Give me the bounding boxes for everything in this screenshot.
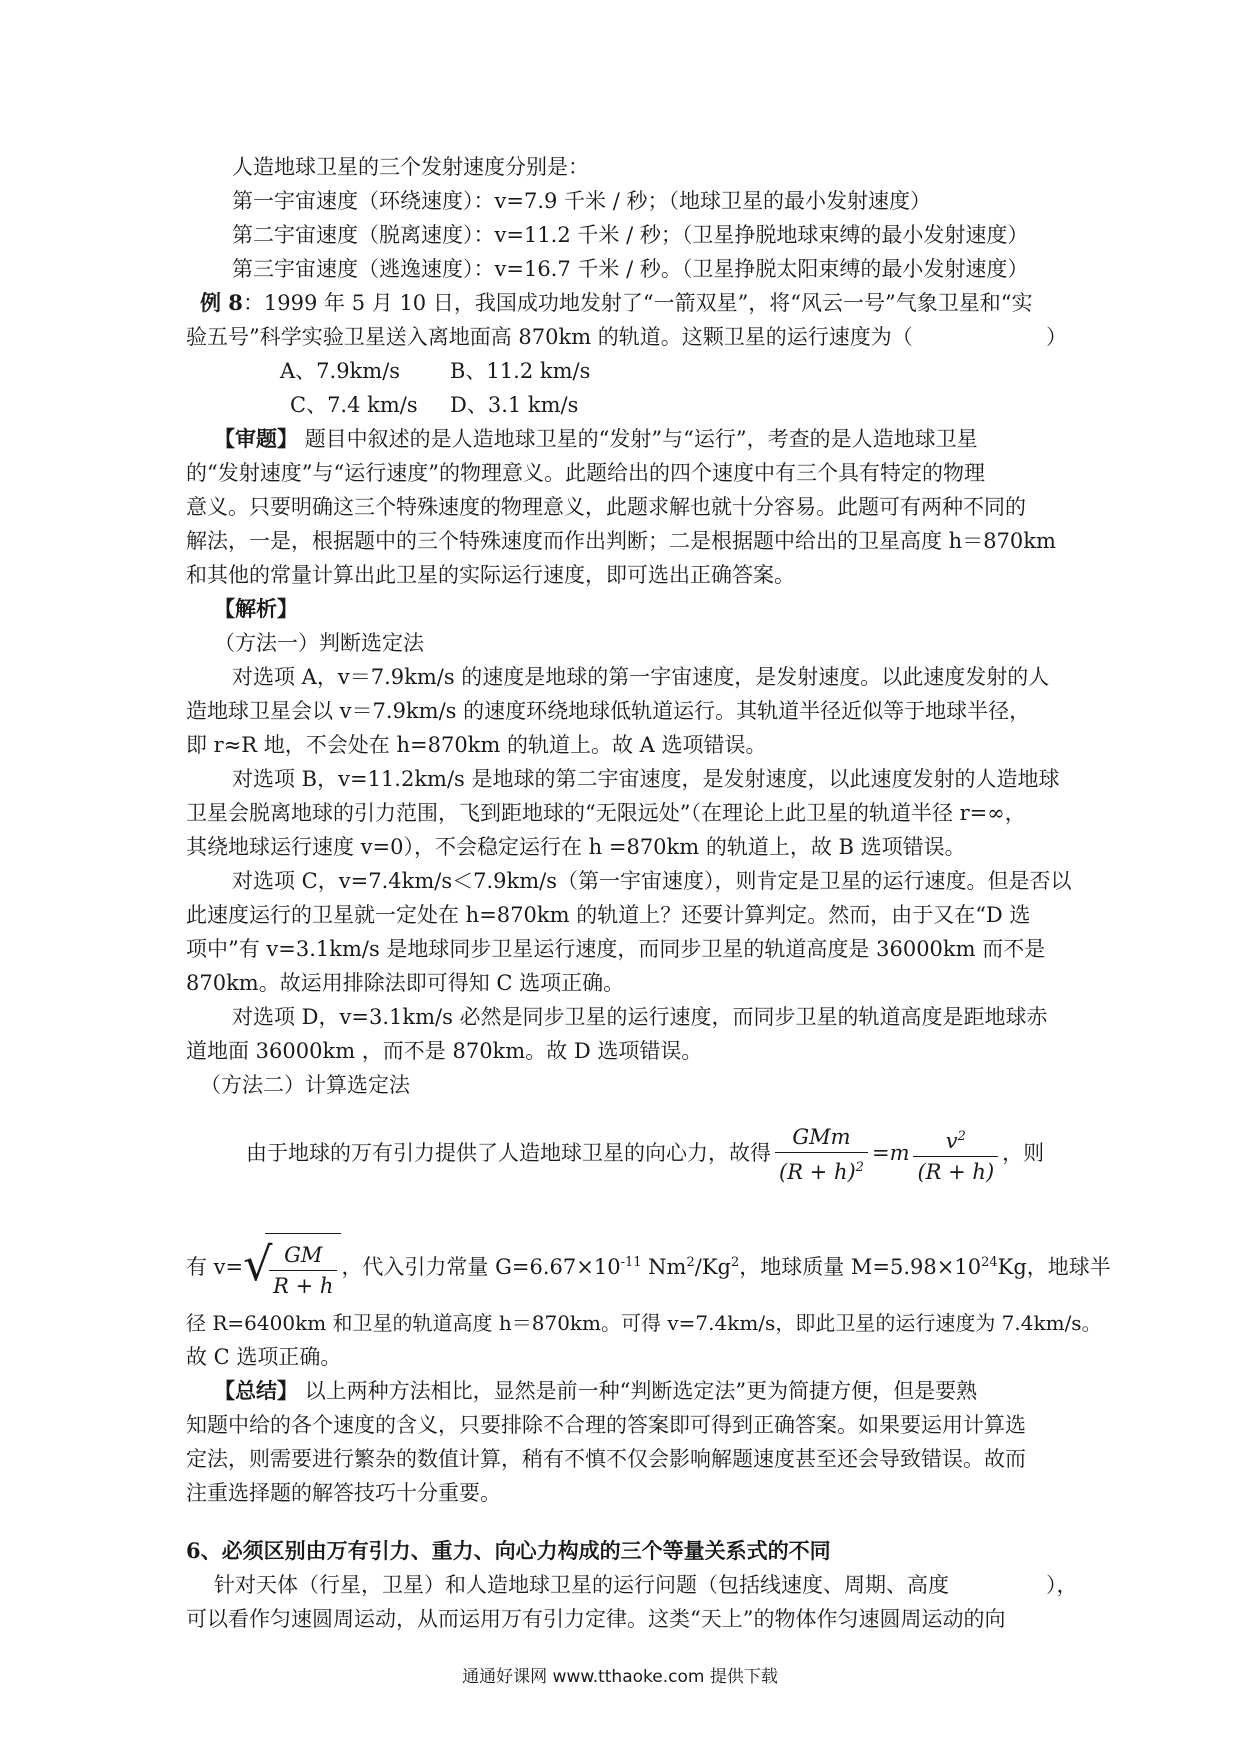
- formula-velocity-sqrt: √ $\frac{GM}{R + h}$: [243, 1233, 341, 1304]
- example-question-bracket: ）: [1046, 325, 1067, 349]
- intro-line-3: 第二宇宙速度（脱离速度）：v=11.2 千米 / 秒；（卫星挣脱地球束缚的最小发射速度）: [232, 223, 1029, 247]
- intro-line-4: 第三宇宙速度（逃逸速度）：v=16.7 千米 / 秒。（卫星挣脱太阳束缚的最小发射速度）: [232, 257, 1029, 281]
- section-6-line-2: 可以看作匀速圆周运动，从而运用万有引力定律。这类“天上”的物体作匀速圆周运动的向: [186, 1607, 1006, 1631]
- shenti-line-1: 【审题】 题目中叙述的是人造地球卫星的“发射”与“运行”，考查的是人造地球卫星: [214, 426, 978, 451]
- page-footer: 通通好课网 www.tthaoke.com 提供下载: [462, 1667, 778, 1687]
- option-b-analysis-2: 卫星会脱离地球的引力范围，飞到距地球的“无限远处”（在理论上此卫星的轨道半径 r=∞，: [186, 801, 1026, 825]
- method-1-title: （方法一）判断选定法: [214, 631, 424, 655]
- intro-line-1: 人造地球卫星的三个发射速度分别是：: [232, 155, 589, 179]
- method-2-title: （方法二）计算选定法: [200, 1073, 410, 1097]
- zongjie-line-4: 注重选择题的解答技巧十分重要。: [186, 1481, 501, 1505]
- option-c-analysis-3: 项中”有 v=3.1km/s 是地球同步卫星运行速度，而同步卫星的轨道高度是 36000km 而不是: [186, 937, 1046, 961]
- option-d-analysis-1: 对选项 D，v=3.1km/s 必然是同步卫星的运行速度，而同步卫星的轨道高度是距地球赤: [232, 1005, 1048, 1029]
- zongjie-line-1: 【总结】 以上两种方法相比，显然是前一种“判断选定法”更为简捷方便，但是要熟: [214, 1378, 978, 1403]
- zongjie-line-2: 知题中给的各个速度的含义，只要排除不合理的答案即可得到正确答案。如果要运用计算选: [186, 1413, 1026, 1437]
- intro-line-2: 第一宇宙速度（环绕速度）：v=7.9 千米 / 秒；（地球卫星的最小发射速度）: [232, 189, 931, 213]
- option-a-analysis-1: 对选项 A，v＝7.9km/s 的速度是地球的第一宇宙速度，是发射速度。以此速度发射的人: [232, 665, 1050, 689]
- option-d: D、3.1 km/s: [450, 393, 579, 417]
- option-c-analysis-2: 此速度运行的卫星就一定处在 h=870km 的轨道上？还要计算判定。然而，由于又在“D 选: [186, 903, 1031, 927]
- shenti-line-4: 解法，一是，根据题中的三个特殊速度而作出判断；二是根据题中给出的卫星高度 h＝870km: [186, 529, 1056, 553]
- jiexi-tag: 【解析】: [214, 596, 298, 621]
- option-b-analysis-3: 其绕地球运行速度 v=0），不会稳定运行在 h =870km 的轨道上，故 B 选项错误。: [186, 835, 966, 859]
- formula-line-1: 由于地球的万有引力提供了人造地球卫星的向心力，故得 $\frac{\text{GMm}}{(R + h)^2}$ =m $\frac{v^2}{(R + h)}$ ，则: [246, 1118, 1044, 1188]
- result-line-2: 故 C 选项正确。: [186, 1345, 342, 1369]
- option-c: C、7.4 km/s: [290, 393, 418, 417]
- option-c-analysis-1: 对选项 C，v=7.4km/s＜7.9km/s（第一宇宙速度），则肯定是卫星的运行速度。但是否以: [232, 869, 1072, 893]
- option-a: A、7.9km/s: [280, 359, 401, 383]
- shenti-line-5: 和其他的常量计算出此卫星的实际运行速度，即可选出正确答案。: [186, 563, 795, 587]
- formula-line-2: 有 v= √ $\frac{GM}{R + h}$ ，代入引力常量 $G=6.67\times 10^{-11}$ Nm$^2$/Kg$^2$，地球质量 $M=5.98\times 10^{24}Kg$，地球半: [186, 1228, 1111, 1298]
- example-label: 例 8: [200, 290, 243, 315]
- example-question-line-1: 例 8：1999 年 5 月 10 日，我国成功地发射了“一箭双星”，将“风云一号”气象卫星和“实: [200, 290, 1033, 315]
- option-d-analysis-2: 道地面 36000km ，而不是 870km。故 D 选项错误。: [186, 1039, 703, 1063]
- option-a-analysis-3: 即 r≈R 地，不会处在 h=870km 的轨道上。故 A 选项错误。: [186, 733, 767, 757]
- section-6-line-1-end: ），: [1046, 1573, 1078, 1597]
- option-b-analysis-1: 对选项 B，v=11.2km/s 是地球的第二宇宙速度，是发射速度，以此速度发射的人造地球: [232, 767, 1060, 791]
- section-6-heading: 6、必须区别由万有引力、重力、向心力构成的三个等量关系式的不同: [186, 1538, 831, 1563]
- shenti-line-3: 意义。只要明确这三个特殊速度的物理意义，此题求解也就十分容易。此题可有两种不同的: [186, 495, 1026, 519]
- shenti-tag: 【审题】: [214, 426, 298, 451]
- zongjie-line-3: 定法，则需要进行繁杂的数值计算，稍有不慎不仅会影响解题速度甚至还会导致错误。故而: [186, 1447, 1026, 1471]
- result-line-1: 径 R=6400km 和卫星的轨道高度 h＝870km。可得 v=7.4km/s，即此卫星的运行速度为 7.4km/s。: [186, 1311, 1102, 1335]
- formula-gravity-fraction: $\frac{\text{GMm}}{(R + h)^2}$: [775, 1122, 868, 1187]
- example-question-line-2: 验五号”科学实验卫星送入离地面高 870km 的轨道。这颗卫星的运行速度为（: [186, 325, 913, 349]
- section-6-line-1: 针对天体（行星，卫星）和人造地球卫星的运行问题（包括线速度、周期、高度: [214, 1573, 949, 1597]
- option-c-analysis-4: 870km。故运用排除法即可得知 C 选项正确。: [186, 971, 625, 995]
- option-b: B、11.2 km/s: [450, 359, 591, 383]
- zongjie-tag: 【总结】: [214, 1378, 298, 1403]
- formula-centripetal-fraction: $\frac{v^2}{(R + h)}$: [913, 1122, 998, 1187]
- option-a-analysis-2: 造地球卫星会以 v＝7.9km/s 的速度环绕地球低轨道运行。其轨道半径近似等于地球半径，: [186, 699, 1031, 723]
- shenti-line-2: 的“发射速度”与“运行速度”的物理意义。此题给出的四个速度中有三个具有特定的物理: [186, 461, 985, 485]
